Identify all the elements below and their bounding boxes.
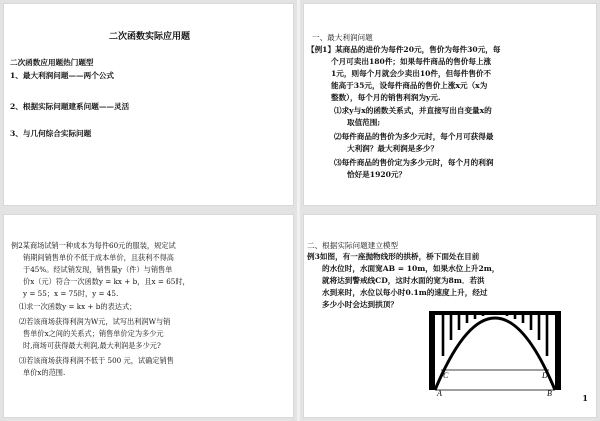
question-line: ⑶每件商品的售价定为多少元时，每个月的利润 <box>334 158 494 167</box>
question-line: ⑵若该商场获得利润为W元，试写出利润W与销 <box>19 317 171 326</box>
arch-bridge-figure <box>423 304 573 396</box>
question-line: 单价x的范围. <box>23 368 66 377</box>
question-line: 恰好是1920元？ <box>347 170 407 179</box>
problem-line: y = 55；x = 75时，y = 45. <box>23 289 119 298</box>
problem-line: 水到来时，水位以每小时0.1m的速度上升，经过 <box>322 288 488 297</box>
outline-item: 2、根据实际问题建系问题——灵活 <box>10 102 130 111</box>
section-heading: 一、最大利润问题 <box>312 33 373 42</box>
label-d: D <box>542 371 548 380</box>
problem-line: 销期间销售单价不低于成本单价，且获利不得高 <box>23 253 174 262</box>
problem-line: 就将达到警戒线CD，这时水面的宽为8m．若洪 <box>322 276 485 285</box>
problem-line: 的水位时，水面宽AB = 10m，如果水位上升2m， <box>322 264 500 273</box>
slide-1-outline <box>3 3 294 206</box>
parabolic-arch <box>435 318 555 390</box>
label-a: A <box>437 389 442 396</box>
question-line: 取值范围; <box>347 118 381 127</box>
slide-2-max-profit <box>303 3 597 206</box>
example-line: 能高于35元，设每件商品的售价上涨x元（x为 <box>331 81 488 90</box>
question-line: 售单价x之间的关系式；销售单价定为多少元 <box>23 329 164 338</box>
question-line: ⑵每件商品的售价为多少元时，每个月可获得最 <box>334 132 494 141</box>
right-pillar <box>555 312 561 390</box>
bridge-deck <box>429 311 561 315</box>
problem-line: 多少小时会达到拱顶？ <box>322 300 398 309</box>
problem-line: 于45%。经试销发现，销售量y（件）与销售单 <box>23 265 173 274</box>
question-line: 大利润？最大利润是多少？ <box>347 144 439 153</box>
question-line: ⑴求一次函数y = kx + b的表达式； <box>19 302 137 311</box>
example-line: 【例1】某商品的进价为每件20元，售价为每件30元，每 <box>307 45 501 54</box>
question-line: ⑴求y与x的函数关系式，并直接写出自变量x的 <box>334 106 492 115</box>
problem-line: 价x（元）符合一次函数y = kx + b，且x = 65时， <box>23 277 190 286</box>
left-pillar <box>429 312 435 390</box>
label-c: C <box>443 371 449 380</box>
slide-3-example-2 <box>3 214 294 418</box>
bridge-hangers <box>443 314 547 356</box>
slide-title: 二次函数实际应用题 <box>108 32 190 42</box>
example-line: 1元，则每个月就会少卖出10件，但每件售价不 <box>331 69 492 78</box>
outline-item: 1、最大利润问题——两个公式 <box>10 71 115 80</box>
page-number: 1 <box>582 393 588 403</box>
example-line: 整数），每个月的销售利润为y元. <box>331 93 441 102</box>
question-line: ⑶若该商场获得利润不低于 500 元，试确定销售 <box>19 356 174 365</box>
problem-line: 例2某商场试销一种成本为每件60元的服装，规定试 <box>11 241 176 250</box>
section-heading: 二、根据实际问题建立模型 <box>307 241 399 250</box>
page-gutter <box>297 0 300 421</box>
example-line: 个月可卖出180件；如果每件商品的售价每上涨 <box>331 57 492 66</box>
question-line: 时,商场可获得最大利润,最大利润是多少元? <box>23 341 161 350</box>
slide-4-arch-bridge <box>303 214 597 418</box>
section-heading: 二次函数应用题热门题型 <box>10 58 94 67</box>
problem-line: 例3如图，有一座抛物线形的拱桥，桥下面处在目前 <box>307 252 480 261</box>
outline-item: 3、与几何综合实际问题 <box>10 129 92 138</box>
label-b: B <box>547 389 552 396</box>
